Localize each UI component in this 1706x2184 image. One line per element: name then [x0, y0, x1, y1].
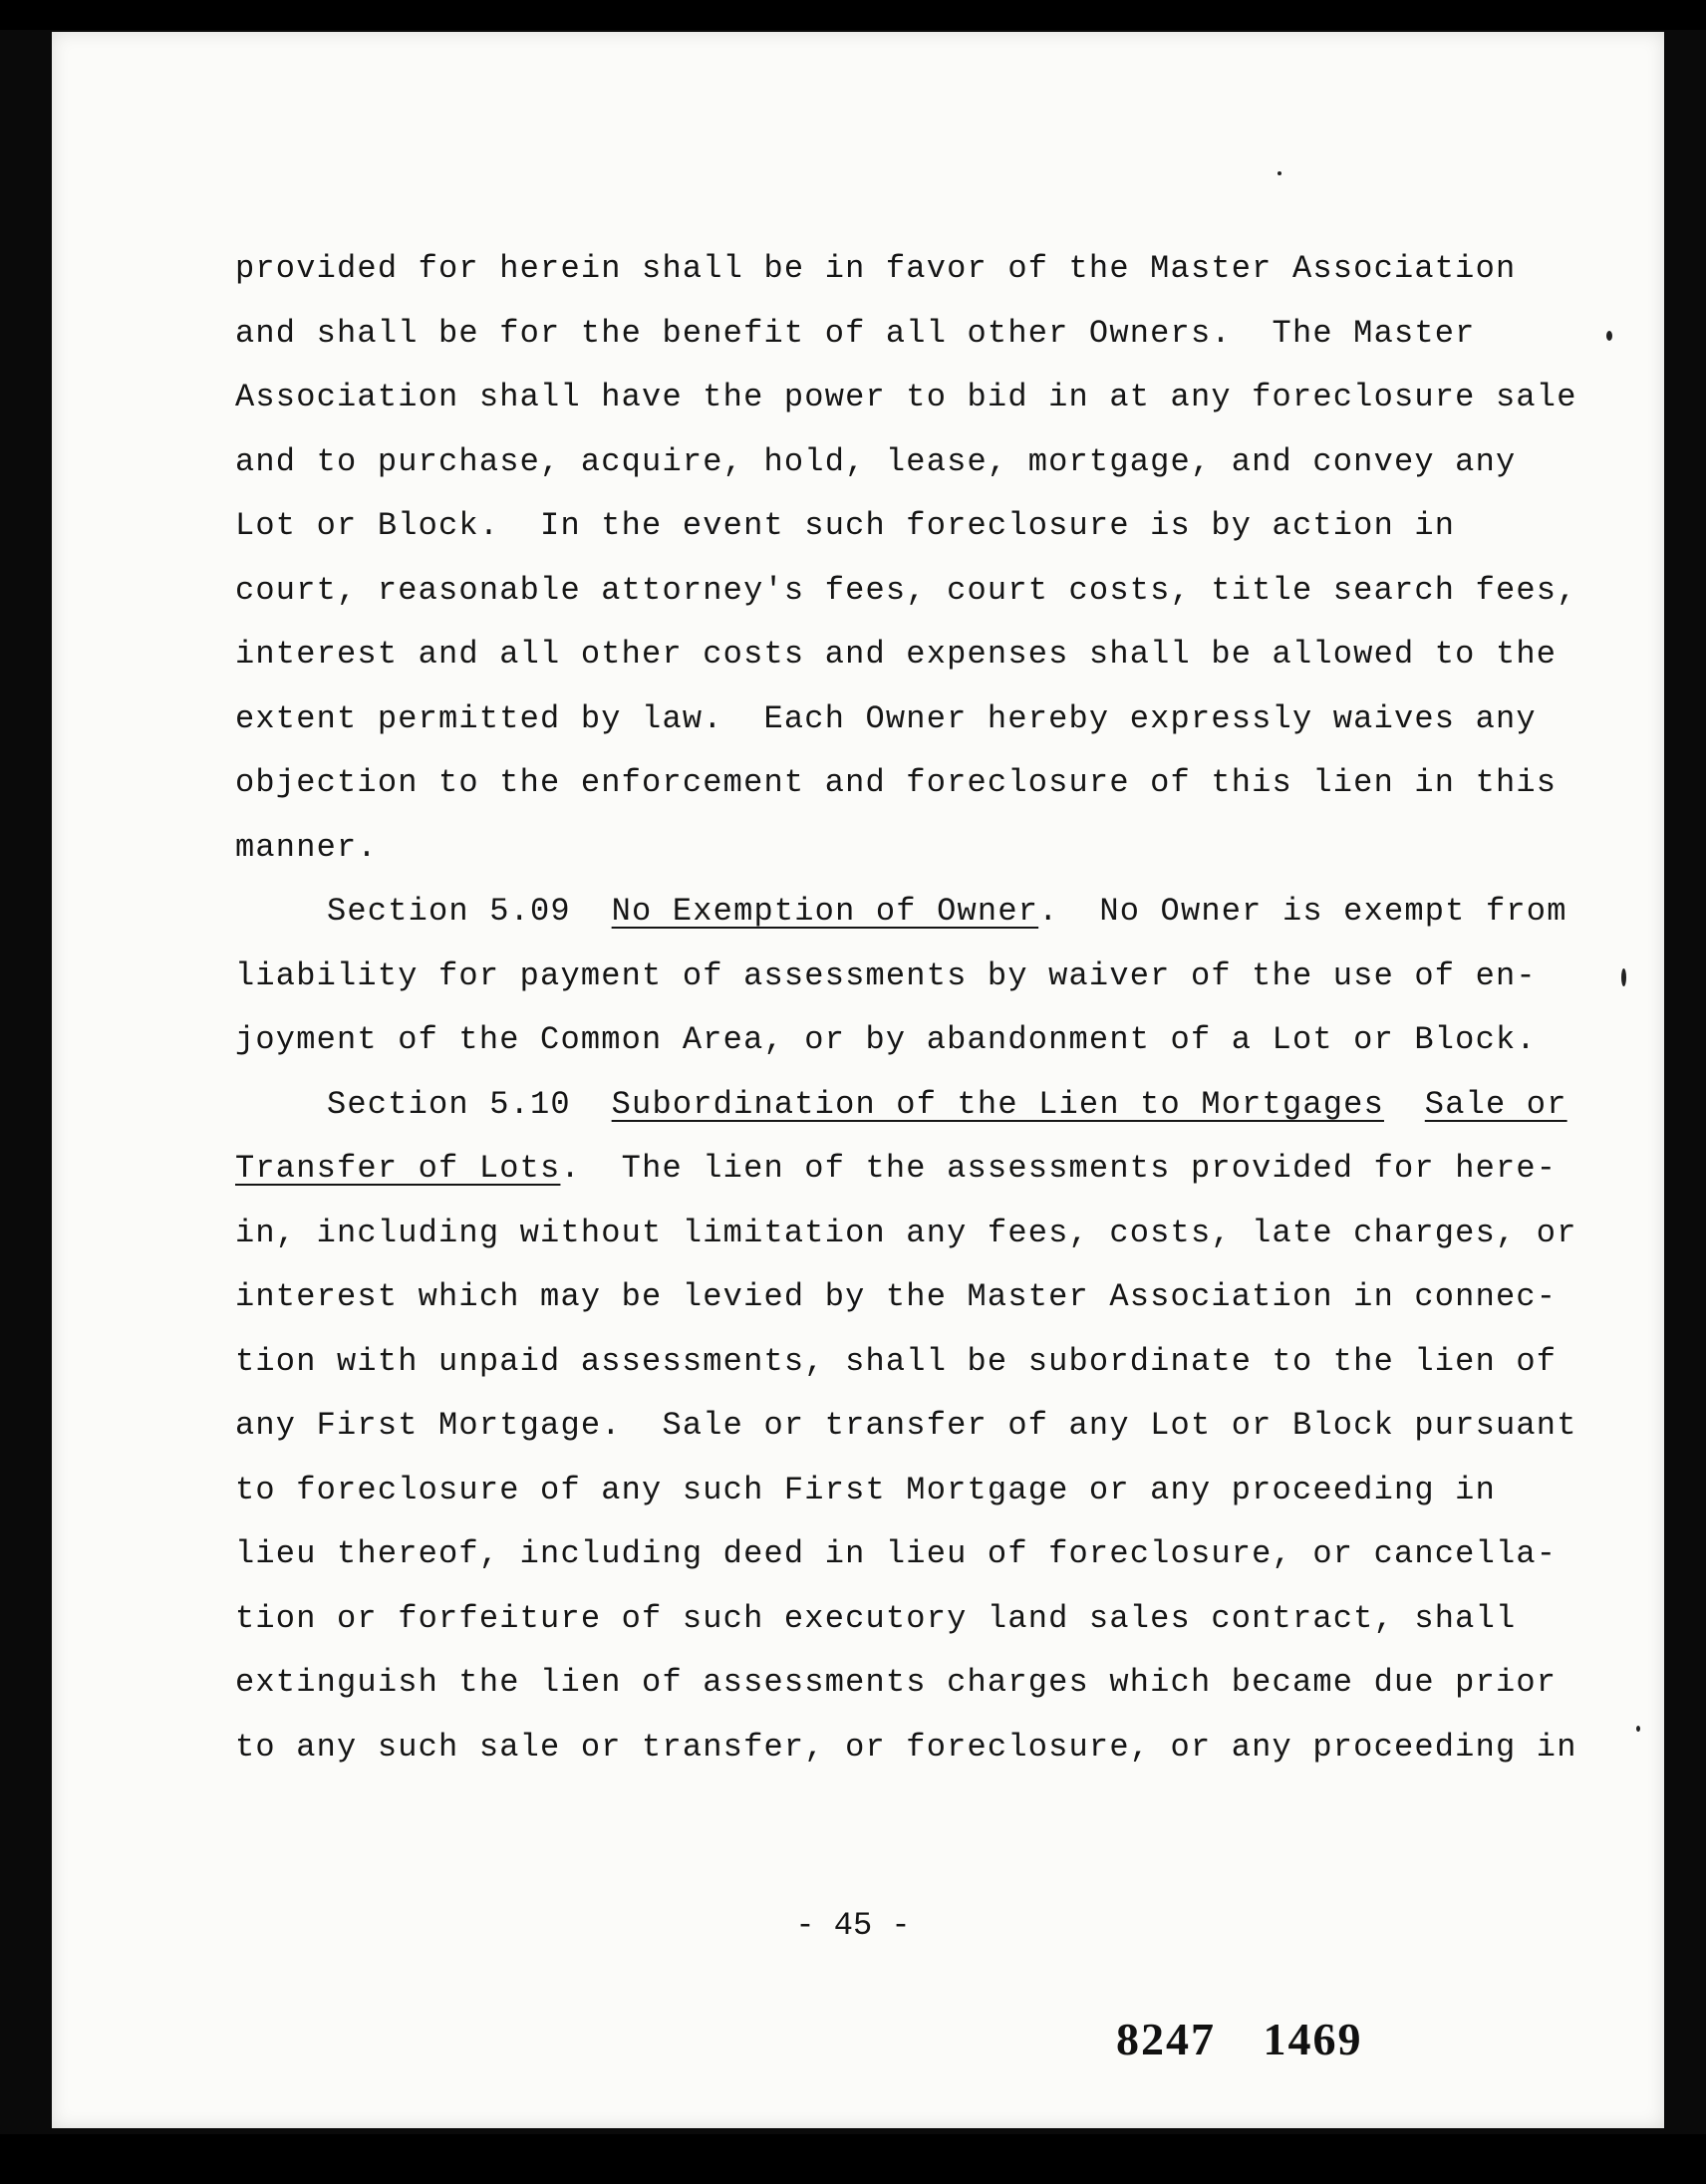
text-line: to foreclosure of any such First Mortgage or any proceeding in: [235, 1471, 1496, 1508]
section-5-10-heading-line: [235, 1073, 1567, 1138]
text-line: extent permitted by law. Each Owner hereby expressly waives any: [235, 699, 1537, 737]
document-body: [235, 237, 1577, 1779]
text-line: to any such sale or transfer, or foreclosure, or any proceeding in: [235, 1728, 1577, 1766]
text-line: interest which may be levied by the Master Association in connec-: [235, 1278, 1558, 1315]
section-title: Transfer of Lots: [235, 1150, 561, 1187]
section-5-09-heading-line: [235, 880, 1567, 945]
scan-border-bottom: [0, 2134, 1706, 2184]
text-line: extinguish the lien of assessments charges which became due prior: [235, 1664, 1558, 1701]
text-line: Association shall have the power to bid in at any foreclosure sale: [235, 379, 1577, 415]
text-line: liability for payment of assessments by waiver of the use of en-: [235, 956, 1537, 994]
text-line: tion or forfeiture of such executory land sales contract, shall: [235, 1599, 1517, 1637]
scan-speck: [1606, 331, 1612, 341]
text-line: any First Mortgage. Sale or transfer of any Lot or Block pursuant: [235, 1407, 1577, 1444]
text-line: manner.: [235, 828, 378, 866]
section-label: Section 5.10: [327, 1085, 571, 1123]
text-line: lieu thereof, including deed in lieu of foreclosure, or cancella-: [235, 1535, 1558, 1572]
scan-border-top: [0, 0, 1706, 30]
text-line: joyment of the Common Area, or by abandonment of a Lot or Block.: [235, 1021, 1537, 1058]
scan-speck: [1636, 1726, 1640, 1732]
section-label: Section 5.09: [327, 893, 571, 930]
text-line: in, including without limitation any fees, costs, late charges, or: [235, 1214, 1577, 1251]
text-line: Lot or Block. In the event such foreclosure is by action in: [235, 507, 1456, 544]
text-line: and shall be for the benefit of all other Owners. The Master: [235, 314, 1476, 352]
text-fragment: . The lien of the assessments provided for here-: [560, 1150, 1558, 1187]
text-line: court, reasonable attorney's fees, court costs, title search fees,: [235, 571, 1577, 609]
section-title: Sale or: [1424, 1085, 1567, 1123]
page-number: - 45 -: [795, 1907, 911, 1944]
text-line: and to purchase, acquire, hold, lease, mortgage, and convey any: [235, 442, 1517, 480]
text-line: provided for herein shall be in favor of the Master Association: [235, 250, 1517, 287]
document-stamp-number: 8247 1469: [1116, 2014, 1363, 2064]
section-title: Subordination of the Lien to Mortgages: [611, 1085, 1384, 1123]
text-line: tion with unpaid assessments, shall be subordinate to the lien of: [235, 1342, 1558, 1380]
text-line: interest and all other costs and expenses shall be allowed to the: [235, 636, 1558, 673]
section-title: No Exemption of Owner: [611, 893, 1039, 930]
text-line: objection to the enforcement and foreclosure of this lien in this: [235, 764, 1558, 801]
text-fragment: . No Owner is exempt from: [1038, 893, 1567, 930]
section-5-10-heading-continuation: [235, 1137, 1558, 1202]
scan-speck: [1621, 968, 1626, 986]
scan-speck: [1278, 171, 1281, 175]
